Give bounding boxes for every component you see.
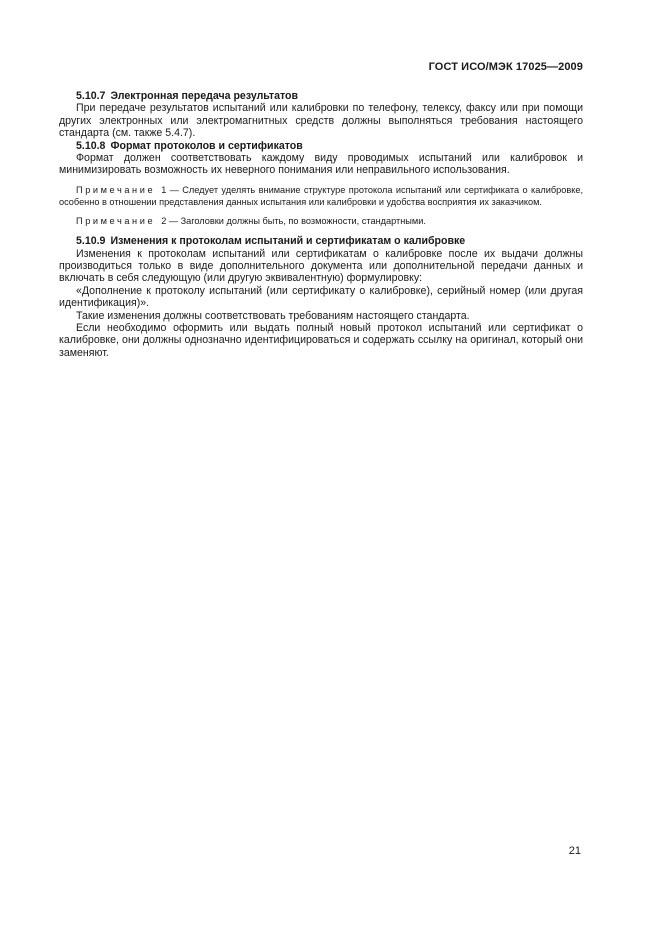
section-number: 5.10.8 [76,139,106,152]
section-heading [59,140,583,152]
note [59,216,583,228]
page-number: 21 [568,845,581,857]
section-title: Формат протоколов и сертификатов [110,139,303,152]
paragraph: Такие изменения должны соответствовать требованиям настоящего стандарта. [76,309,470,322]
note-text: 1 — Следует уделять внимание структуре протокола испытаний или сертификата о калибровке, особенно в отношении представления данных испытания или калибровки и удобства восприятия их заказчиком. [59,184,583,207]
note-label: Примечание [76,184,156,195]
note [59,185,583,209]
section-heading [59,90,583,102]
paragraph: При передаче результатов испытаний или калибровки по телефону, телексу, факсу или при помощи других электронных или электромагнитных средств должны выполняться требования настоящего стандарта (см. также 5.4.7). [59,102,583,140]
paragraph: Формат должен соответствовать каждому виду проводимых испытаний или калибровок и минимизировать возможность их неверного понимания или неправильного использования. [59,152,583,177]
standard-header: ГОСТ ИСО/МЭК 17025—2009 [428,61,583,73]
section-number: 5.10.7 [76,90,106,102]
section-title: Электронная передача результатов [110,90,298,102]
section-number: 5.10.9 [76,235,106,248]
section-heading [59,235,583,247]
paragraph: Изменения к протоколам испытаний или сертификатам о калибровке после их выдачи должны производиться только в виде дополнительного документа или дополнительной передачи данных и включать в себя следующую (или другую эквивалентную) формулировку: [59,247,583,285]
document-body [59,90,583,359]
paragraph: Если необходимо оформить или выдать полный новый протокол испытаний или сертификат о калибровке, они должны однозначно идентифицироваться и содержать ссылку на оригинал, который они заменяют. [59,322,583,359]
note-label: Примечание [76,216,156,227]
section-title: Изменения к протоколам испытаний и сертификатам о калибровке [110,235,466,248]
note-text: 2 — Заголовки должны быть, по возможности, стандартными. [161,216,426,227]
paragraph: «Дополнение к протоколу испытаний (или сертификату о калибровке), серийный номер (или другая идентификация)». [59,284,583,310]
